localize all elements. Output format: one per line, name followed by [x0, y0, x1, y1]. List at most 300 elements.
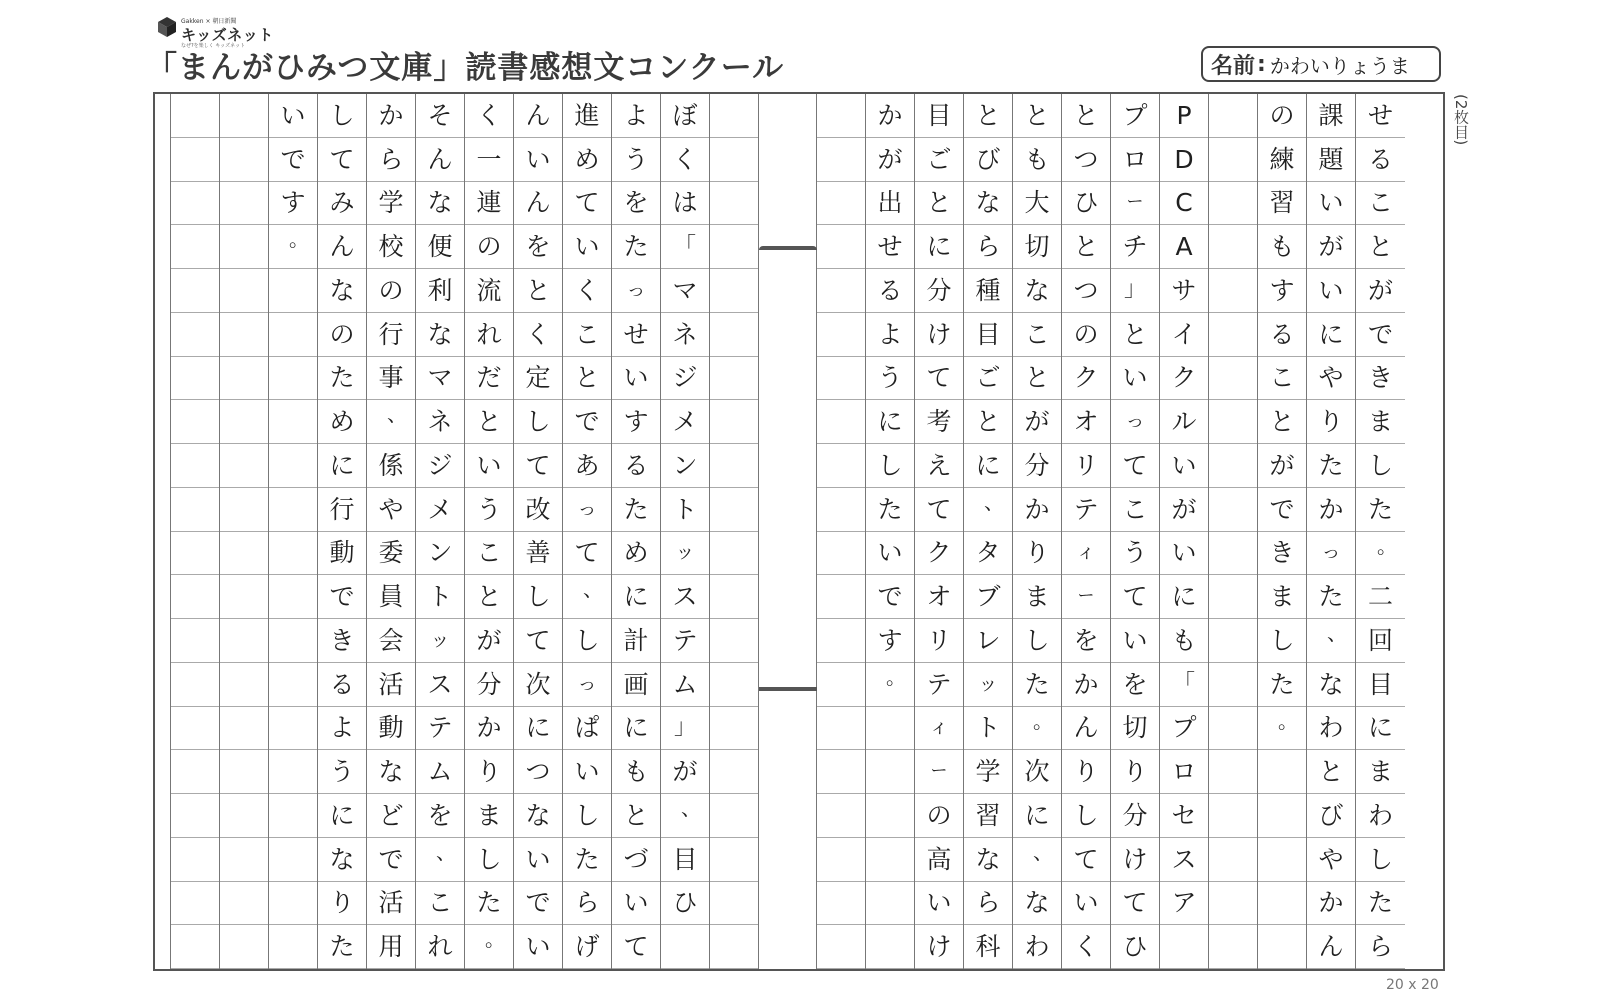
- grid-cell: た: [1356, 488, 1405, 532]
- grid-cell: な: [367, 750, 415, 794]
- cube-logo-icon: [157, 16, 177, 38]
- grid-cell: ン: [416, 532, 464, 576]
- grid-cell: [220, 269, 268, 313]
- grid-cell: く: [661, 138, 709, 182]
- grid-cell: で: [514, 882, 562, 926]
- grid-cell: 動: [318, 532, 366, 576]
- grid-cell: ま: [1356, 750, 1405, 794]
- grid-cell: ま: [465, 794, 513, 838]
- grid-cell: く: [465, 94, 513, 138]
- grid-cell: 一: [465, 138, 513, 182]
- grid-cell: て: [915, 488, 963, 532]
- grid-cell: 学: [964, 750, 1012, 794]
- grid-cell: [1209, 532, 1257, 576]
- grid-cell: 出: [866, 182, 914, 226]
- grid-cell: セ: [1160, 794, 1208, 838]
- grid-cell: P: [1160, 94, 1208, 138]
- grid-cell: オ: [1062, 400, 1110, 444]
- grid-cell: し: [563, 794, 611, 838]
- grid-cell: な: [964, 182, 1012, 226]
- grid-cell: [710, 444, 758, 488]
- grid-cell: ら: [367, 138, 415, 182]
- grid-cell: た: [318, 925, 366, 969]
- grid-cell: メ: [416, 488, 464, 532]
- grid-cell: く: [563, 269, 611, 313]
- grid-cell: い: [1111, 619, 1159, 663]
- grid-cell: し: [465, 838, 513, 882]
- grid-cell: 」: [1111, 269, 1159, 313]
- grid-cell: [171, 138, 219, 182]
- grid-cell: め: [612, 532, 660, 576]
- grid-cell: [1258, 838, 1306, 882]
- grid-cell: う: [866, 357, 914, 401]
- grid-cell: [1209, 225, 1257, 269]
- grid-cell: [269, 707, 317, 751]
- grid-cell: す: [1258, 269, 1306, 313]
- grid-cell: 」: [661, 707, 709, 751]
- grid-cell: 善: [514, 532, 562, 576]
- grid-cell: [171, 619, 219, 663]
- grid-cell: し: [1258, 619, 1306, 663]
- grid-cell: [220, 663, 268, 707]
- grid-cell: つ: [514, 750, 562, 794]
- grid-cell: が: [866, 138, 914, 182]
- grid-cell: [1209, 882, 1257, 926]
- grid-cell: わ: [1307, 707, 1355, 751]
- grid-cell: テ: [416, 707, 464, 751]
- manuscript-column: [661, 94, 710, 969]
- grid-cell: い: [1160, 532, 1208, 576]
- grid-cell: て: [1111, 882, 1159, 926]
- grid-cell: [220, 882, 268, 926]
- grid-cell: よ: [318, 707, 366, 751]
- manuscript-column: [817, 94, 866, 969]
- grid-cell: た: [612, 225, 660, 269]
- grid-cell: た: [465, 882, 513, 926]
- grid-cell: こ: [1258, 357, 1306, 401]
- grid-cell: マ: [416, 357, 464, 401]
- manuscript-column: [416, 94, 465, 969]
- grid-cell: ら: [964, 225, 1012, 269]
- grid-cell: [220, 575, 268, 619]
- grid-cell: [817, 138, 865, 182]
- grid-cell: せ: [1356, 94, 1405, 138]
- grid-cell: 改: [514, 488, 562, 532]
- grid-cell: ご: [915, 138, 963, 182]
- grid-cell: [171, 357, 219, 401]
- grid-cell: 活: [367, 882, 415, 926]
- grid-cell: の: [318, 313, 366, 357]
- grid-cell: と: [964, 400, 1012, 444]
- page-title: 「まんがひみつ文庫」読書感想文コンクール: [146, 50, 785, 86]
- grid-cell: 員: [367, 575, 415, 619]
- grid-cell: [1209, 925, 1257, 969]
- grid-cell: ト: [416, 575, 464, 619]
- grid-cell: た: [563, 838, 611, 882]
- grid-cell: い: [514, 925, 562, 969]
- manuscript-column: [220, 94, 269, 969]
- grid-cell: [171, 663, 219, 707]
- grid-cell: で: [269, 138, 317, 182]
- grid-cell: D: [1160, 138, 1208, 182]
- grid-cell: す: [866, 619, 914, 663]
- manuscript-column: [1160, 94, 1209, 969]
- grid-cell: [269, 925, 317, 969]
- grid-cell: び: [1307, 794, 1355, 838]
- grid-cell: れ: [465, 313, 513, 357]
- grid-cell: [710, 182, 758, 226]
- grid-cell: げ: [563, 925, 611, 969]
- grid-cell: る: [1356, 138, 1405, 182]
- manuscript-column: [1307, 94, 1356, 969]
- grid-cell: [710, 400, 758, 444]
- grid-cell: い: [612, 882, 660, 926]
- grid-cell: [817, 882, 865, 926]
- grid-cell: [1209, 838, 1257, 882]
- grid-cell: る: [1258, 313, 1306, 357]
- grid-cell: [220, 138, 268, 182]
- grid-cell: ひ: [1111, 925, 1159, 969]
- grid-cell: て: [514, 619, 562, 663]
- grid-cell: い: [1062, 882, 1110, 926]
- grid-cell: [817, 750, 865, 794]
- grid-cell: 課: [1307, 94, 1355, 138]
- grid-cell: [710, 138, 758, 182]
- grid-cell: た: [866, 488, 914, 532]
- grid-cell: [1209, 313, 1257, 357]
- grid-cell: 次: [1013, 750, 1061, 794]
- grid-cell: [817, 225, 865, 269]
- grid-cell: す: [269, 182, 317, 226]
- grid-cell: [817, 94, 865, 138]
- manuscript-column: [465, 94, 514, 969]
- grid-cell: [710, 269, 758, 313]
- grid-cell: A: [1160, 225, 1208, 269]
- grid-cell: の: [367, 269, 415, 313]
- grid-cell: [269, 444, 317, 488]
- grid-cell: [1209, 269, 1257, 313]
- grid-cell: に: [318, 444, 366, 488]
- grid-cell: と: [612, 794, 660, 838]
- grid-cell: 目: [661, 838, 709, 882]
- grid-cell: の: [1258, 94, 1306, 138]
- grid-cell: づ: [612, 838, 660, 882]
- grid-cell: な: [1307, 663, 1355, 707]
- grid-cell: が: [1307, 225, 1355, 269]
- grid-cell: [866, 707, 914, 751]
- grid-cell: 切: [1111, 707, 1159, 751]
- grid-cell: [1209, 707, 1257, 751]
- brand-tagline: なぜ?を楽しく キッズネット: [181, 43, 246, 49]
- grid-cell: [710, 619, 758, 663]
- grid-cell: ム: [416, 750, 464, 794]
- grid-cell: い: [1307, 269, 1355, 313]
- grid-cell: を: [416, 794, 464, 838]
- grid-cell: ま: [1356, 400, 1405, 444]
- grid-cell: プ: [1160, 707, 1208, 751]
- grid-cell: き: [1258, 532, 1306, 576]
- grid-cell: 次: [514, 663, 562, 707]
- grid-cell: に: [964, 444, 1012, 488]
- grid-cell: ひ: [1062, 182, 1110, 226]
- grid-cell: [1209, 400, 1257, 444]
- grid-cell: が: [465, 619, 513, 663]
- grid-cell: な: [1013, 269, 1061, 313]
- grid-cell: う: [612, 138, 660, 182]
- grid-cell: ー: [1062, 575, 1110, 619]
- grid-cell: 便: [416, 225, 464, 269]
- grid-cell: て: [1111, 575, 1159, 619]
- grid-cell: て: [514, 444, 562, 488]
- grid-cell: と: [1013, 357, 1061, 401]
- grid-cell: よ: [866, 313, 914, 357]
- grid-cell: 分: [915, 269, 963, 313]
- grid-cell: [866, 882, 914, 926]
- grid-cell: わ: [1356, 794, 1405, 838]
- grid-cell: こ: [416, 882, 464, 926]
- grid-cell: 習: [964, 794, 1012, 838]
- grid-cell: っ: [563, 663, 611, 707]
- grid-cell: 「: [661, 225, 709, 269]
- grid-cell: る: [318, 663, 366, 707]
- grid-cell: を: [1111, 663, 1159, 707]
- grid-cell: っ: [563, 488, 611, 532]
- grid-cell: か: [367, 94, 415, 138]
- grid-cell: 二: [1356, 575, 1405, 619]
- grid-cell: [817, 794, 865, 838]
- grid-cell: ー: [915, 750, 963, 794]
- grid-cell: [817, 575, 865, 619]
- name-field: [1201, 46, 1441, 82]
- grid-cell: や: [367, 488, 415, 532]
- grid-cell: [220, 925, 268, 969]
- grid-cell: ン: [661, 444, 709, 488]
- grid-cell: ひ: [661, 882, 709, 926]
- grid-cell: 分: [465, 663, 513, 707]
- grid-cell: 進: [563, 94, 611, 138]
- grid-cell: で: [563, 400, 611, 444]
- grid-cell: に: [612, 707, 660, 751]
- manuscript-column: [269, 94, 318, 969]
- grid-cell: [269, 750, 317, 794]
- grid-cell: と: [1013, 94, 1061, 138]
- grid-cell: [171, 750, 219, 794]
- grid-cell: 大: [1013, 182, 1061, 226]
- grid-cell: く: [1062, 925, 1110, 969]
- grid-cell: よ: [612, 94, 660, 138]
- manuscript-column: [171, 94, 220, 969]
- grid-cell: に: [915, 225, 963, 269]
- grid-cell: い: [514, 838, 562, 882]
- grid-cell: る: [866, 269, 914, 313]
- grid-cell: [171, 575, 219, 619]
- grid-cell: と: [1356, 225, 1405, 269]
- grid-cell: か: [1062, 663, 1110, 707]
- grid-cell: ご: [964, 357, 1012, 401]
- grid-cell: つ: [1062, 269, 1110, 313]
- grid-cell: 、: [563, 575, 611, 619]
- grid-cell: 高: [915, 838, 963, 882]
- grid-cell: こ: [1111, 488, 1159, 532]
- grid-cell: [710, 225, 758, 269]
- manuscript-column: [612, 94, 661, 969]
- grid-cell: も: [1013, 138, 1061, 182]
- grid-cell: [171, 269, 219, 313]
- grid-cell: た: [612, 488, 660, 532]
- grid-cell: [710, 663, 758, 707]
- grid-cell: を: [1062, 619, 1110, 663]
- manuscript-column: [1062, 94, 1111, 969]
- grid-cell: で: [1356, 313, 1405, 357]
- grid-cell: の: [915, 794, 963, 838]
- grid-cell: し: [1356, 444, 1405, 488]
- grid-cell: っ: [1111, 400, 1159, 444]
- grid-cell: せ: [612, 313, 660, 357]
- grid-cell: 学: [367, 182, 415, 226]
- grid-cell: [1209, 444, 1257, 488]
- grid-cell: 動: [367, 707, 415, 751]
- grid-cell: ト: [964, 707, 1012, 751]
- grid-cell: 事: [367, 357, 415, 401]
- grid-cell: テ: [915, 663, 963, 707]
- grid-cell: ら: [964, 882, 1012, 926]
- grid-cell: [220, 794, 268, 838]
- grid-cell: し: [1062, 794, 1110, 838]
- page-fold-center: [759, 94, 817, 969]
- grid-cell: な: [318, 269, 366, 313]
- grid-cell: て: [612, 925, 660, 969]
- manuscript-column: [866, 94, 915, 969]
- grid-cell: [710, 925, 758, 969]
- grid-cell: を: [514, 225, 562, 269]
- grid-cell: 種: [964, 269, 1012, 313]
- manuscript-column: [318, 94, 367, 969]
- grid-cell: 目: [1356, 663, 1405, 707]
- grid-cell: つ: [1062, 138, 1110, 182]
- grid-cell: っ: [1307, 532, 1355, 576]
- grid-cell: も: [1258, 225, 1306, 269]
- grid-cell: 行: [318, 488, 366, 532]
- grid-cell: い: [612, 357, 660, 401]
- grid-cell: ル: [1160, 400, 1208, 444]
- grid-cell: と: [1307, 750, 1355, 794]
- manuscript-column: [1111, 94, 1160, 969]
- grid-cell: に: [612, 575, 660, 619]
- manuscript-column: [710, 94, 759, 969]
- grid-cell: け: [915, 313, 963, 357]
- brand-partners: Gakken × 朝日新聞: [181, 18, 237, 25]
- grid-cell: サ: [1160, 269, 1208, 313]
- grid-cell: [817, 269, 865, 313]
- grid-cell: [661, 925, 709, 969]
- grid-cell: ィ: [915, 707, 963, 751]
- grid-cell: 行: [367, 313, 415, 357]
- grid-cell: 分: [1111, 794, 1159, 838]
- name-colon: :: [1257, 51, 1266, 77]
- manuscript-grid: [153, 92, 1445, 971]
- grid-cell: [817, 313, 865, 357]
- grid-cell: き: [318, 619, 366, 663]
- grid-cell: [171, 532, 219, 576]
- grid-cell: こ: [465, 532, 513, 576]
- grid-cell: と: [465, 400, 513, 444]
- grid-cell: [1209, 663, 1257, 707]
- grid-cell: [1209, 794, 1257, 838]
- grid-cell: な: [1013, 882, 1061, 926]
- grid-cell: [269, 882, 317, 926]
- grid-cell: ク: [915, 532, 963, 576]
- grid-cell: い: [465, 444, 513, 488]
- grid-cell: ー: [1111, 182, 1159, 226]
- grid-cell: 。: [1258, 707, 1306, 751]
- grid-cell: [171, 400, 219, 444]
- grid-cell: [220, 707, 268, 751]
- grid-cell: [269, 838, 317, 882]
- grid-cell: ィ: [1062, 532, 1110, 576]
- grid-cell: [171, 838, 219, 882]
- grid-cell: [220, 94, 268, 138]
- grid-cell: [1160, 925, 1208, 969]
- grid-cell: れ: [416, 925, 464, 969]
- grid-cell: [171, 882, 219, 926]
- grid-cell: [710, 575, 758, 619]
- grid-cell: オ: [915, 575, 963, 619]
- grid-cell: く: [514, 313, 562, 357]
- grid-cell: [710, 750, 758, 794]
- grid-cell: い: [514, 138, 562, 182]
- grid-cell: 回: [1356, 619, 1405, 663]
- grid-cell: [269, 532, 317, 576]
- grid-cell: [220, 619, 268, 663]
- grid-cell: ん: [514, 94, 562, 138]
- grid-cell: た: [318, 357, 366, 401]
- grid-cell: と: [915, 182, 963, 226]
- grid-cell: ん: [416, 138, 464, 182]
- grid-cell: で: [866, 575, 914, 619]
- grid-cell: ま: [1258, 575, 1306, 619]
- grid-cell: [1209, 488, 1257, 532]
- grid-cell: ブ: [964, 575, 1012, 619]
- grid-cell: テ: [661, 619, 709, 663]
- grid-cell: [1209, 575, 1257, 619]
- grid-cell: [171, 182, 219, 226]
- grid-cell: ん: [1062, 707, 1110, 751]
- grid-cell: し: [318, 94, 366, 138]
- grid-cell: [866, 750, 914, 794]
- grid-cell: [1258, 794, 1306, 838]
- grid-cell: [817, 707, 865, 751]
- grid-cell: [1258, 750, 1306, 794]
- grid-cell: か: [866, 94, 914, 138]
- grid-cell: は: [661, 182, 709, 226]
- grid-cell: [1209, 357, 1257, 401]
- grid-cell: す: [612, 400, 660, 444]
- grid-cell: ぱ: [563, 707, 611, 751]
- grid-cell: 分: [1013, 444, 1061, 488]
- grid-cell: こ: [1356, 182, 1405, 226]
- grid-cell: た: [1307, 444, 1355, 488]
- grid-cell: う: [1111, 532, 1159, 576]
- grid-cell: っ: [612, 269, 660, 313]
- grid-cell: る: [612, 444, 660, 488]
- grid-cell: や: [1307, 357, 1355, 401]
- grid-cell: 、: [367, 400, 415, 444]
- grid-cell: [220, 838, 268, 882]
- grid-cell: い: [1307, 182, 1355, 226]
- grid-cell: い: [866, 532, 914, 576]
- grid-cell: と: [964, 94, 1012, 138]
- grid-cell: が: [1013, 400, 1061, 444]
